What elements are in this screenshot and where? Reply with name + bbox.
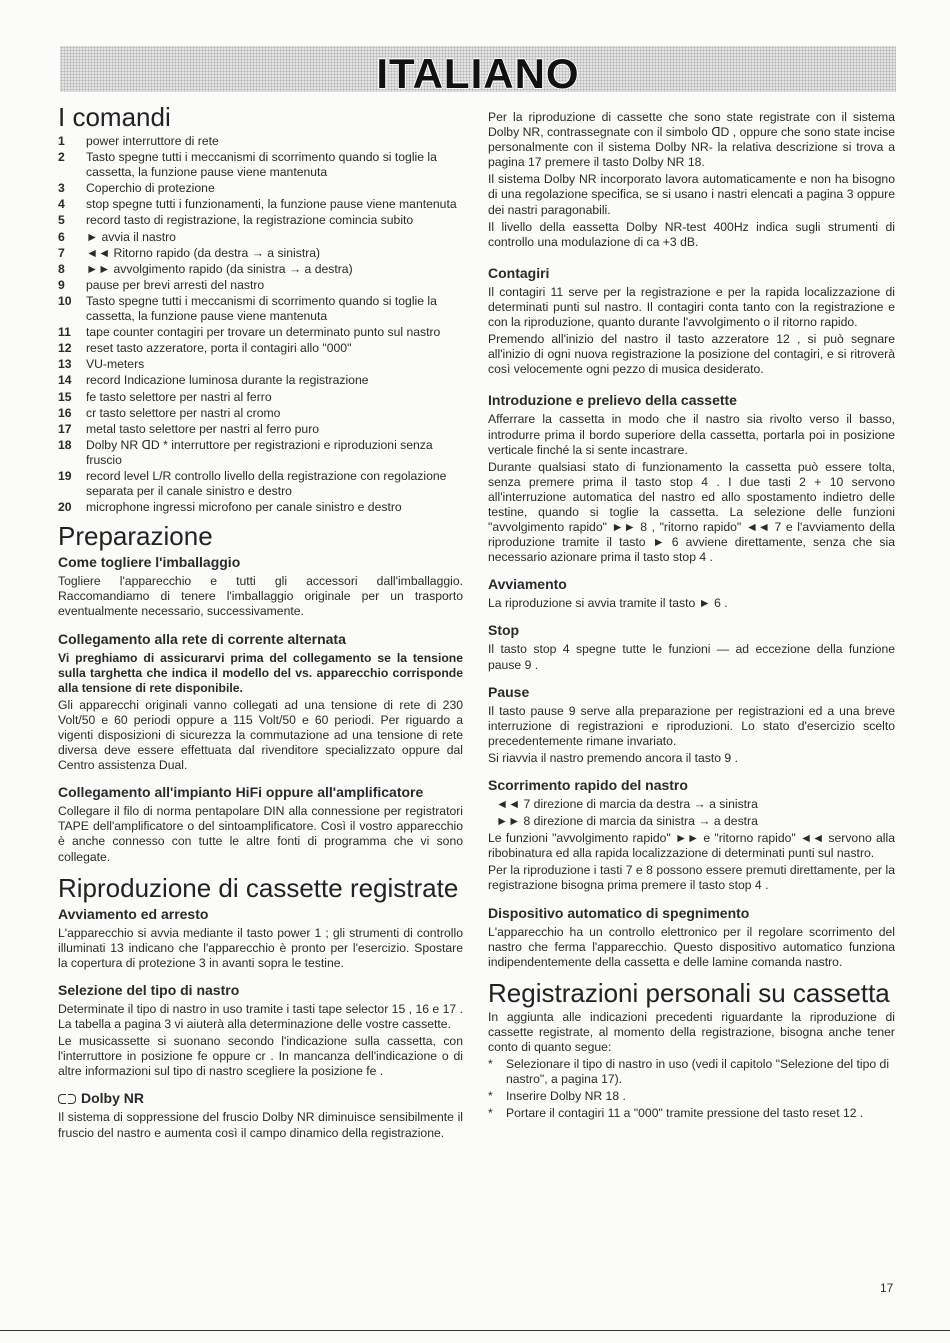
control-description: record Indicazione luminosa durante la registrazione [86,373,369,388]
control-item [58,246,463,261]
control-item [58,390,463,405]
section-title-registrazioni: Registrazioni personali su cassetta [488,977,890,1008]
control-description: ► avvia il nastro [86,229,176,244]
control-item [58,500,463,515]
control-item [58,134,463,149]
heading-imballaggio: Come togliere l'imballaggio [58,554,241,571]
text-pause-2: Si riavvia il nastro premendo ancora il tasto 9 . [488,750,738,765]
text-scorrimento-line-1: ◄◄ 7 direzione di marcia da destra → a sinistra [496,797,758,811]
text-dolby-cont-1: Per la riproduzione di cassette che sono state registrate con il sistema Dolby NR, contrassegnate con il simbolo ᗡD , oppure che sono state incise personalmente con il sistema Dolby NR- la relativa descrizione si trova a pagina 17 premere il tasto Dolby NR 18. [488,110,895,170]
heading-avviamento: Avviamento [488,576,567,593]
text-rete: Gli apparecchi originali vanno collegati ad una tensione di rete di 230 Volt/50 e 60 periodi oppure a 115 Volt/50 e 60 periodi. Per riguardo a vigenti disposizioni di sicurezza la commutazione ad una tensione di rete diversa deve essere effettuata dal rivenditore specializzato oppure dal Centro assistenza Dual. [58,697,463,773]
control-item [58,438,463,468]
control-number: 13 [58,357,72,372]
heading-dolby [58,1089,463,1107]
control-item [58,406,463,421]
text-dolby: Il sistema di soppressione del fruscio Dolby NR diminuisce sensibilmente il fruscio del nastro e aumenta così il campo dinamico della registrazione. [58,1110,463,1140]
control-description: stop spegne tutti i funzionamenti, la funzione pause viene mantenuta [86,197,457,212]
text-hifi: Collegare il filo di norma pentapolare DIN alla connessione per registratori TAPE dell'amplificatore o del sintoamplificatore. Così il vostro apparecchio è anche connesso con tutte le altre fonti di programma che vi sono collegate. [58,804,463,864]
recording-step [488,1089,895,1104]
control-number: 16 [58,405,72,420]
control-description: power interruttore di rete [86,134,219,148]
control-number: 7 [58,245,65,260]
control-description: microphone ingressi microfono per canale sinistro e destro [86,500,402,515]
text-scorrimento-2: Per la riproduzione i tasti 7 e 8 possono essere premuti direttamente, per la registrazione bisogna prima premere il tasto stop 4 . [488,863,895,893]
control-item [58,181,463,196]
title-banner [60,46,896,97]
control-description: ◄◄ Ritorno rapido (da destra → a sinistra) [86,245,321,260]
control-number: 3 [58,181,65,196]
control-number: 11 [58,325,71,340]
section-title-riproduzione: Riproduzione di cassette registrate [58,872,459,903]
control-number: 5 [58,213,65,228]
bullet-mark: * [488,1089,493,1104]
control-item [58,262,463,277]
control-number: 6 [58,229,65,244]
control-description: VU-meters [86,357,145,372]
heading-hifi: Collegamento all'impianto HiFi oppure all'amplificatore [58,784,424,801]
text-introduzione-2: Durante qualsiasi stato di funzionamento la cassetta può essere tolta, senza premere prima il tasto stop 4 . I due tasti 2 + 10 servono all'interruzione automatica del nastro ed allo spostamento indietro delle testine, quando si toglie la cassetta. La selezione delle funzioni "avvolgimento rapido" ►► 8 , "ritorno rapido" ◄◄ 7 e l'avviamento della riproduzione tramite il tasto ► 6 avviene direttamente, senza che sia necessario azionare prima il tasto stop 4 . [488,459,895,565]
text-selezione-1: Determinate il tipo di nastro in uso tramite i tasti tape selector 15 , 16 e 17 . La tabella a pagina 3 vi aiuterà alla determinazione delle vostre cassette. [58,1001,463,1032]
control-description: record tasto di registrazione, la registrazione comincia subito [86,213,414,228]
text-contagiri-2: Premendo all'inizio del nastro il tasto azzeratore 12 , si può segnare all'inizio di ogni nuova registrazione la posizione del contagiri, e si ritroverà così velocemente ogni pezzo di musica desiderato. [488,332,895,377]
text-registrazioni: In aggiunta alle indicazioni precedenti riguardante la riproduzione di cassette registrate, al momento della registrazione, bisogna anche tener conto di quanto segue: [488,1009,895,1055]
left-column [58,100,463,1143]
control-description: ►► avvolgimento rapido (da sinistra → a destra) [86,261,353,276]
control-number: 10 [58,293,72,308]
control-number: 12 [58,341,72,356]
recording-step-text: Selezionare il tipo di nastro in uso (vedi il capitolo "Selezione del tipo di nastro", a pagina 17). [506,1057,890,1087]
control-item [58,469,463,499]
text-avviamento: La riproduzione si avvia tramite il tasto ► 6 . [488,596,728,611]
control-item [58,325,463,340]
recording-step [488,1057,895,1087]
control-number: 8 [58,261,65,276]
text-avviamento-arresto: L'apparecchio si avvia mediante il tasto power 1 ; gli strumenti di controllo illuminati 13 indicano che l'apparecchio è pronto per l'esercizio. Spostare la copertura di protezione 3 in avanti sopra le testine. [58,925,463,970]
control-number: 18 [58,437,72,452]
control-item [58,357,463,372]
control-number: 2 [58,150,65,165]
control-description: pause per brevi arresti del nastro [86,277,265,292]
control-description: record level L/R controllo livello della registrazione con regolazione separata per il canale sinistro e destro [86,468,447,499]
heading-scorrimento: Scorrimento rapido del nastro [488,777,688,793]
control-number: 9 [58,277,65,292]
control-description: reset tasto azzeratore, porta il contagiri allo "000" [86,341,352,356]
heading-dolby-label: Dolby NR [81,1090,144,1107]
text-scorrimento-line-2: ►► 8 direzione di marcia da sinistra → a destra [496,814,758,829]
page-title: ITALIANO [376,50,580,97]
control-description: Dolby NR ᗡD * interruttore per registrazioni e riproduzioni senza fruscio [86,437,433,467]
right-column [488,100,895,1124]
text-dolby-cont-2: Il sistema Dolby NR incorporato lavora automaticamente e non ha bisogno di una regolazione specifica, se si usano i nastri elencati a pagina 3 oppure dei nastri paragonabili. [488,172,895,217]
control-number: 14 [58,373,72,388]
control-description: Tasto spegne tutti i meccanismi di scorrimento quando si toglie la cassetta, la funzione pause viene mantenuta [86,293,437,324]
control-item [58,422,463,437]
text-pause-1: Il tasto pause 9 serve alla preparazione per registrazioni ed a una breve interruzione di registrazioni e riproduzioni. Lo stato d'esercizio scelto precedentemente rimane invariato. [488,703,895,748]
control-number: 4 [58,197,65,212]
text-dispositivo: L'apparecchio ha un controllo elettronico per il regolare scorrimento del nastro che ferma l'apparecchio. Questo dispositivo automatico funziona indipendentemente della cassetta e delle lamine comanda nastro. [488,924,895,969]
control-number: 19 [58,468,72,483]
text-scorrimento-1: Le funzioni "avvolgimento rapido" ►► e "ritorno rapido" ◄◄ servono alla ribobinatura ed alla rapida localizzazione di determinati punti sul nastro. [488,831,895,861]
control-description: Coperchio di protezione [86,181,215,196]
heading-pause: Pause [488,683,530,700]
control-item [58,373,463,388]
text-dolby-cont-3: Il livello della eassetta Dolby NR-test 400Hz indica sugli strumenti di controllo una modulazione di ca +3 dB. [488,219,895,249]
controls-list [58,134,463,515]
control-description: cr tasto selettore per nastri al cromo [86,405,281,420]
text-stop: Il tasto stop 4 spegne tutte le funzioni — ad eccezione della funzione pause 9 . [488,642,895,672]
heading-dispositivo: Dispositivo automatico di spegnimento [488,904,750,921]
heading-selezione: Selezione del tipo di nastro [58,981,240,998]
control-item [58,278,463,293]
text-imballaggio: Togliere l'apparecchio e tutti gli accessori dall'imballaggio. Raccomandiamo di tenere l'imballaggio originale per un trasporto eventualmente necessario, successivamente. [58,574,463,619]
control-description: fe tasto selettore per nastri al ferro [86,389,272,404]
control-number: 17 [58,421,72,436]
page-number: 17 [880,1281,894,1295]
control-item [58,213,463,228]
control-item [58,230,463,245]
text-introduzione-1: Afferrare la cassetta in modo che il nastro sia rivolto verso il basso, introdurre prima il bordo superiore della cassetta, portarla poi in posizione verticale finché la si sente incastrare. [488,412,895,457]
text-rete-warning: Vi preghiamo di assicurarvi prima del collegamento se la tensione sulla targhetta che indica il modello del vs. apparecchio corrisponde alla tensione di rete disponibile. [58,650,463,695]
control-description: Tasto spegne tutti i meccanismi di scorrimento quando si toglie la cassetta, la funzione pause viene mantenuta [86,150,437,180]
heading-contagiri: Contagiri [488,264,550,281]
heading-stop: Stop [488,622,520,639]
recording-step [488,1106,895,1121]
control-item [58,197,463,212]
section-title-preparazione: Preparazione [58,521,213,552]
recording-step-text: Inserire Dolby NR 18 . [506,1089,626,1104]
bullet-mark: * [488,1057,493,1072]
control-number: 1 [58,134,65,148]
control-item [58,294,463,324]
heading-avviamento-arresto: Avviamento ed arresto [58,905,209,922]
bottom-rule [0,1330,950,1331]
control-number: 15 [58,389,72,404]
heading-introduzione: Introduzione e prelievo della cassette [488,392,737,409]
control-description: metal tasto selettore per nastri al ferro puro [86,421,320,436]
control-item [58,341,463,356]
text-contagiri-1: Il contagiri 11 serve per la registrazione e per la rapida localizzazione di determinati punti sul nastro. Il contagiri conta tanto con la registrazione e con la riproduzione, quanto durante l'avvolgimento o il ritorno rapido. [488,284,895,330]
control-number: 20 [58,500,72,515]
control-description: tape counter contagiri per trovare un determinato punto sul nastro [86,325,441,340]
section-title-comandi: I comandi [58,102,171,132]
recording-step-text: Portare il contagiri 11 a "000" tramite pressione del tasto reset 12 . [506,1106,864,1121]
bullet-mark: * [488,1106,493,1121]
dolby-double-d-icon [58,1094,78,1104]
control-item [58,150,463,180]
text-selezione-2: Le musicassette si suonano secondo l'indicazione sulla cassetta, con l'interruttore in posizione fe oppure cr . In mancanza dell'indicazione o di altre informazioni sul tipo di nastro scegliere la posizione fe . [58,1034,463,1079]
heading-rete: Collegamento alla rete di corrente alternata [58,630,346,647]
recording-steps-list [488,1057,895,1121]
